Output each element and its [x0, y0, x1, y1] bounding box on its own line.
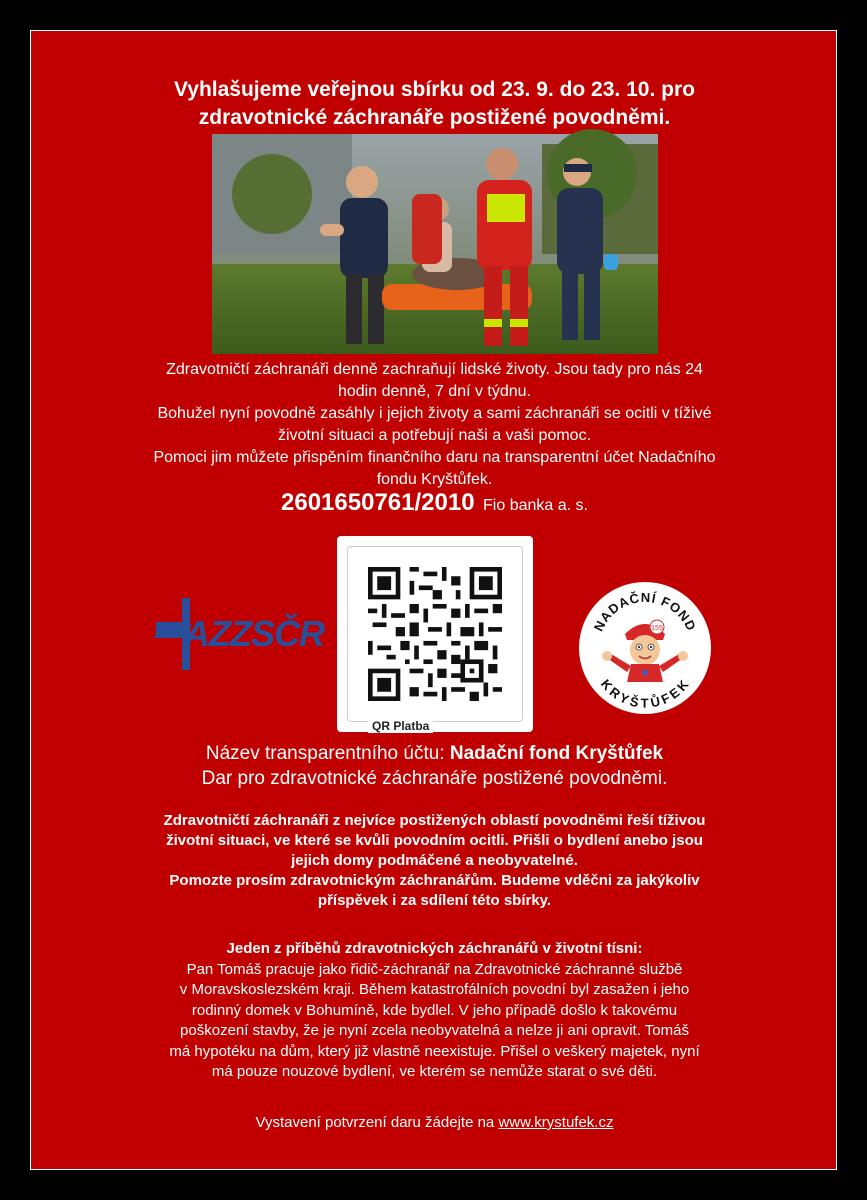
- intro-line: Pomoci jim můžete přispěním finančního daru na transparentní účet Nadačního: [153, 449, 716, 466]
- story-line: v Moravskoslezském kraji. Během katastrofálních povodní byl zasažen i jeho: [179, 981, 690, 998]
- intro-line: Bohužel nyní povodně zasáhly i jejich životy a sami záchranáři se ocitli v tíživé: [157, 405, 712, 422]
- donation-purpose: Dar pro zdravotnické záchranáře postižené povodněmi.: [201, 768, 668, 789]
- intro-line: hodin denně, 7 dní v týdnu.: [337, 383, 532, 400]
- intro-text: [31, 359, 838, 491]
- fund-logo-bottom-text: KRYŠTŮFEK: [597, 676, 693, 711]
- story-line: má hypotéku na dům, který již vlastně neexistuje. Přišel o veškerý majetek, nyní: [169, 1042, 700, 1060]
- svg-text:✱: ✱: [641, 669, 649, 679]
- story-line: rodinný domek v Bohumíně, kde bydlel. V jeho případě došlo k takovému: [191, 1001, 678, 1019]
- fund-logo-top-text: NADAČNÍ FOND: [590, 589, 700, 634]
- azzscr-logo-text: AZZSČR: [184, 613, 324, 654]
- footer-text: Vystavení potvrzení daru žádejte na: [255, 1114, 495, 1131]
- appeal-line: příspěvek i za sdílení této sbírky.: [317, 892, 552, 909]
- headline: [31, 76, 838, 132]
- appeal-line: jejich domy podmáčené a neobyvatelné.: [291, 852, 578, 869]
- intro-line: fondu Kryštůfek.: [376, 471, 493, 488]
- account-name-block: [31, 741, 838, 791]
- account-name-label: Název transparentního účtu:: [205, 743, 445, 764]
- qr-code-icon[interactable]: [368, 567, 502, 701]
- story-line: má pouze nouzové bydlení, ve kterém se nemůže starat o své děti.: [211, 1063, 658, 1080]
- headline-line-2: zdravotnické záchranáře postižené povodněmi.: [198, 106, 671, 129]
- footer: [31, 1114, 838, 1131]
- qr-payment-card[interactable]: [337, 536, 533, 732]
- azzscr-logo: [154, 594, 324, 674]
- story-line: poškození stavby, že je nyní zcela neobyvatelná a nelze ji ani opravit. Tomáš: [180, 1022, 689, 1039]
- donation-poster: [30, 30, 837, 1170]
- account-number[interactable]: 2601650761/2010: [281, 489, 475, 516]
- appeal-line: Pomozte prosím zdravotnickým záchranářům. Budeme vděčni za jakýkoliv: [169, 872, 700, 889]
- website-link[interactable]: www.krystufek.cz: [498, 1114, 614, 1131]
- account-name-value: Nadační fond Kryštůfek: [449, 743, 664, 764]
- rescue-photo: [212, 134, 658, 354]
- bank-name: Fio banka a. s.: [483, 497, 588, 514]
- appeal-text: [31, 811, 838, 911]
- story-title: Jeden z příběhů zdravotnických záchranářů v životní tísni:: [226, 940, 643, 957]
- story-section: [31, 939, 838, 1083]
- bank-account: [31, 489, 838, 517]
- fund-logo-badge: 155: [651, 625, 663, 632]
- rescuers-carrying-stretcher-image: [212, 134, 658, 354]
- headline-line-1: Vyhlašujeme veřejnou sbírku od 23. 9. do 23. 10. pro: [174, 78, 695, 101]
- qr-label: QR Platba: [368, 719, 433, 733]
- account-name-line: [31, 741, 838, 766]
- appeal-line: Zdravotničtí záchranáři z nejvíce postižených oblastí povodněmi řeší tíživou: [163, 812, 706, 829]
- intro-line: životní situaci a potřebují naši a vaši pomoc.: [277, 427, 592, 444]
- story-line: Pan Tomáš pracuje jako řidič-záchranář na Zdravotnické záchranné službě: [186, 960, 683, 978]
- intro-line: Zdravotničtí záchranáři denně zachraňují lidské životy. Jsou tady pro nás 24: [166, 361, 703, 378]
- qr-frame: [347, 546, 523, 733]
- krystufek-foundation-logo: [577, 580, 713, 716]
- appeal-line: životní situaci, ve které se kvůli povodním ocitli. Přišli o bydlení anebo jsou: [166, 832, 703, 849]
